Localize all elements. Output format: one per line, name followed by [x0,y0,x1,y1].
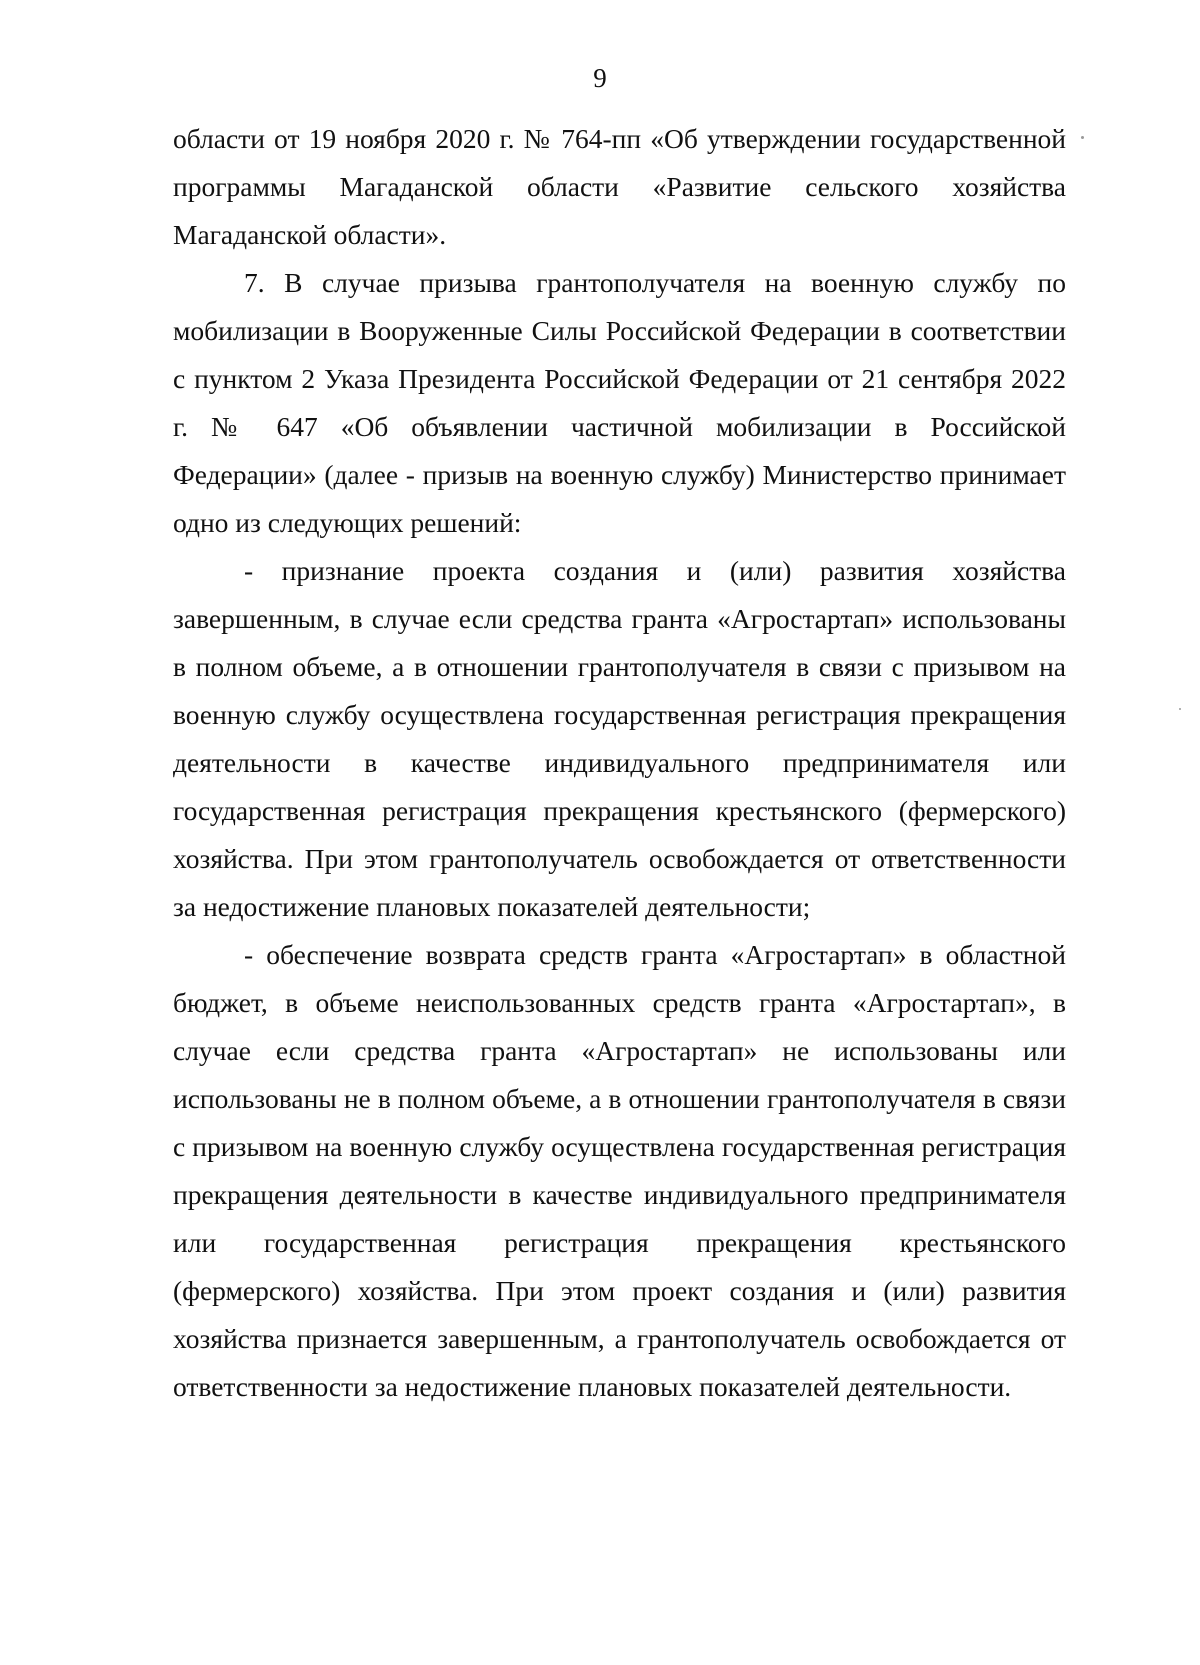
document-body [173,115,1066,1411]
scan-dot-mark [1179,708,1181,710]
page-number: 9 [593,63,607,93]
paragraph-bullet-1: - признание проекта создания и (или) развития хозяйства завершенным, в случае если средства гранта «Агростартап» использованы в полном объеме, а в отношении грантополучателя в связи с призывом на военную службу осуществлена государственная регистрация прекращения деятельности в качестве индивидуального предпринимателя или государственная регистрация прекращения крестьянского (фермерского) хозяйства. При этом грантополучатель освобождается от ответственности за недостижение плановых показателей деятельности; [173,555,1066,922]
paragraph-item-7: 7. В случае призыва грантополучателя на военную службу по мобилизации в Вооруженные Силы Российской Федерации в соответствии с пунктом 2 Указа Президента Российской Федерации от 21 сентября 2022 г. № 647 «Об объявлении частичной мобилизации в Российской Федерации» (далее - призыв на военную службу) Министерство принимает одно из следующих решений: [173,267,1066,538]
paragraph-bullet-2: - обеспечение возврата средств гранта «Агростартап» в областной бюджет, в объеме неиспользованных средств гранта «Агростартап», в случае если средства гранта «Агростартап» не использованы или использованы не в полном объеме, а в отношении грантополучателя в связи с призывом на военную службу осуществлена государственная регистрация прекращения деятельности в качестве индивидуального предпринимателя или государственная регистрация прекращения крестьянского (фермерского) хозяйства. При этом проект создания и (или) развития хозяйства признается завершенным, а грантополучатель освобождается от ответственности за недостижение плановых показателей деятельности. [173,939,1066,1402]
paragraph-continuation: области от 19 ноября 2020 г. № 764-пп «Об утверждении государственной программы Магаданской области «Развитие сельского хозяйства Магаданской области». [173,123,1066,250]
scan-dot-mark [1081,136,1084,139]
